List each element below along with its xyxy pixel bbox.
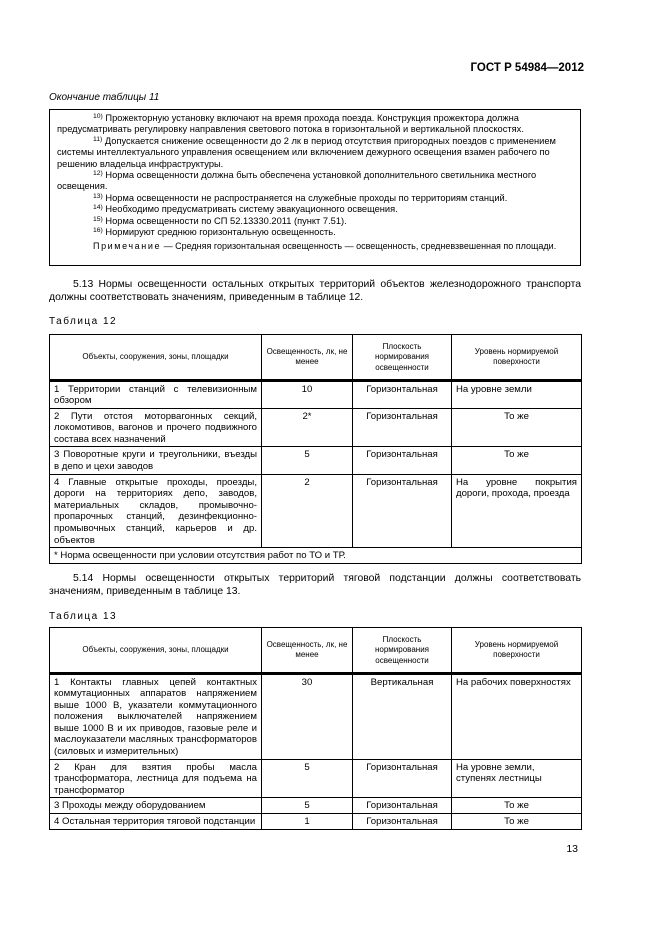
standard-code: ГОСТ Р 54984—2012 bbox=[470, 62, 584, 74]
cell-plane: Горизонтальная bbox=[353, 474, 452, 548]
cell-object: 4 Остальная территория тяговой подстанции bbox=[50, 814, 262, 830]
note-15: $^{15)}$ Норма освещенности по СП 52.13330.2011 (пункт 7.51). bbox=[93, 215, 347, 226]
cell-level: На рабочих поверхностях bbox=[452, 674, 582, 759]
table-footnote-row bbox=[50, 548, 582, 564]
col-header-lux: Освещенность, лк, не менее bbox=[262, 628, 353, 673]
table-row bbox=[50, 381, 582, 408]
cell-level: На уровне земли, ступенях лестницы bbox=[452, 759, 582, 798]
note-12: $^{12)}$ Норма освещенности должна быть обеспечена установкой дополнительного светильника местного освещения. bbox=[57, 170, 537, 192]
general-note: Примечание — Средняя горизонтальная освещенность — освещенность, средневзвешенная по площади. bbox=[93, 241, 557, 252]
cell-level: На уровне земли bbox=[452, 381, 582, 408]
table-row bbox=[50, 408, 582, 447]
table-row bbox=[50, 759, 582, 798]
cell-lux: 2* bbox=[262, 408, 353, 447]
cell-lux: 2 bbox=[262, 474, 353, 548]
cell-object: 1 Территории станций с телевизионным обзором bbox=[50, 381, 262, 408]
table-12 bbox=[49, 334, 582, 564]
table-header-row bbox=[50, 628, 582, 673]
page-number: 13 bbox=[566, 843, 578, 855]
table11-notes-box bbox=[49, 109, 581, 266]
cell-lux: 5 bbox=[262, 798, 353, 814]
col-header-plane: Плоскость нормирования освещенности bbox=[353, 335, 452, 380]
cell-object: 2 Пути отстоя моторвагонных секций, локомотивов, вагонов и прочего подвижного состава всех назначений bbox=[50, 408, 262, 447]
cell-level: То же bbox=[452, 408, 582, 447]
table-row bbox=[50, 674, 582, 759]
col-header-plane: Плоскость нормирования освещенности bbox=[353, 628, 452, 673]
cell-plane: Горизонтальная bbox=[353, 759, 452, 798]
cell-level: То же bbox=[452, 798, 582, 814]
cell-plane: Горизонтальная bbox=[353, 447, 452, 474]
paragraph-5-14: 5.14 Нормы освещенности открытых территорий тяговой подстанции должны соответствовать значениям, приведенным в таблице 13. bbox=[49, 573, 581, 597]
cell-object: 3 Проходы между оборудованием bbox=[50, 798, 262, 814]
col-header-level: Уровень нормируемой поверхности bbox=[452, 335, 582, 380]
col-header-object: Объекты, сооружения, зоны, площадки bbox=[50, 628, 262, 673]
cell-lux: 10 bbox=[262, 381, 353, 408]
note-14: $^{14)}$ Необходимо предусматривать систему эвакуационного освещения. bbox=[93, 204, 398, 215]
col-header-lux: Освещенность, лк, не менее bbox=[262, 335, 353, 380]
note-13: $^{13)}$ Норма освещенности не распространяется на служебные проходы по территориям станций. bbox=[93, 192, 508, 203]
cell-plane: Вертикальная bbox=[353, 674, 452, 759]
paragraph-5-13: 5.13 Нормы освещенности остальных открытых территорий объектов железнодорожного транспорта должны соответствовать значениям, приведенным в таблице 12. bbox=[49, 279, 581, 303]
cell-level: На уровне покрытия дороги, прохода, проезда bbox=[452, 474, 582, 548]
table-row bbox=[50, 798, 582, 814]
note-11: $^{11)}$ Допускается снижение освещенности до 2 лк в период отсутствия пригородных поездов с применением системы интеллектуального управления освещением или включением дежурного освещения взамен рабочего по решению владельца инфраструктуры. bbox=[57, 135, 556, 169]
cell-lux: 1 bbox=[262, 814, 353, 830]
cell-plane: Горизонтальная bbox=[353, 814, 452, 830]
cell-plane: Горизонтальная bbox=[353, 381, 452, 408]
table-13 bbox=[49, 627, 582, 830]
cell-object: 4 Главные открытые проходы, проезды, дороги на территориях депо, заводов, материальных складов, промывочно-пропарочных станций, дезинфекционно-промывочных станций, карьеров и др. объектов bbox=[50, 474, 262, 548]
table12-footnote: * Норма освещенности при условии отсутствия работ по ТО и ТР. bbox=[50, 548, 582, 564]
table-header-row bbox=[50, 335, 582, 380]
table12-caption: Таблица 12 bbox=[49, 316, 118, 327]
cell-plane: Горизонтальная bbox=[353, 408, 452, 447]
cell-object: 1 Контакты главных цепей контактных коммутационных аппаратов напряжением выше 1000 В, указатели коммутационного положения выключателей напряжением выше 1000 В и их приводов, газовые реле и маслоуказатели масляных трансформаторов (силовых и измерительных) bbox=[50, 674, 262, 759]
table13-caption: Таблица 13 bbox=[49, 611, 118, 622]
table-row bbox=[50, 474, 582, 548]
cell-level: То же bbox=[452, 447, 582, 474]
cell-object: 3 Поворотные круги и треугольники, въезды в депо и цехи заводов bbox=[50, 447, 262, 474]
note-16: $^{16)}$ Нормируют среднюю горизонтальную освещенность. bbox=[93, 227, 336, 238]
cell-lux: 5 bbox=[262, 759, 353, 798]
table11-continuation-title: Окончание таблицы 11 bbox=[49, 92, 160, 103]
col-header-level: Уровень нормируемой поверхности bbox=[452, 628, 582, 673]
cell-lux: 5 bbox=[262, 447, 353, 474]
note-10: $^{10)}$ Прожекторную установку включают на время прохода поезда. Конструкция прожектора должна предусматривать регулировку направления светового потока в горизонтальной и вертикальной плоскостях. bbox=[57, 113, 524, 135]
col-header-object: Объекты, сооружения, зоны, площадки bbox=[50, 335, 262, 380]
table-row bbox=[50, 814, 582, 830]
table-row bbox=[50, 447, 582, 474]
cell-plane: Горизонтальная bbox=[353, 798, 452, 814]
cell-lux: 30 bbox=[262, 674, 353, 759]
cell-level: То же bbox=[452, 814, 582, 830]
cell-object: 2 Кран для взятия пробы масла трансформатора, лестница для подъема на трансформатор bbox=[50, 759, 262, 798]
